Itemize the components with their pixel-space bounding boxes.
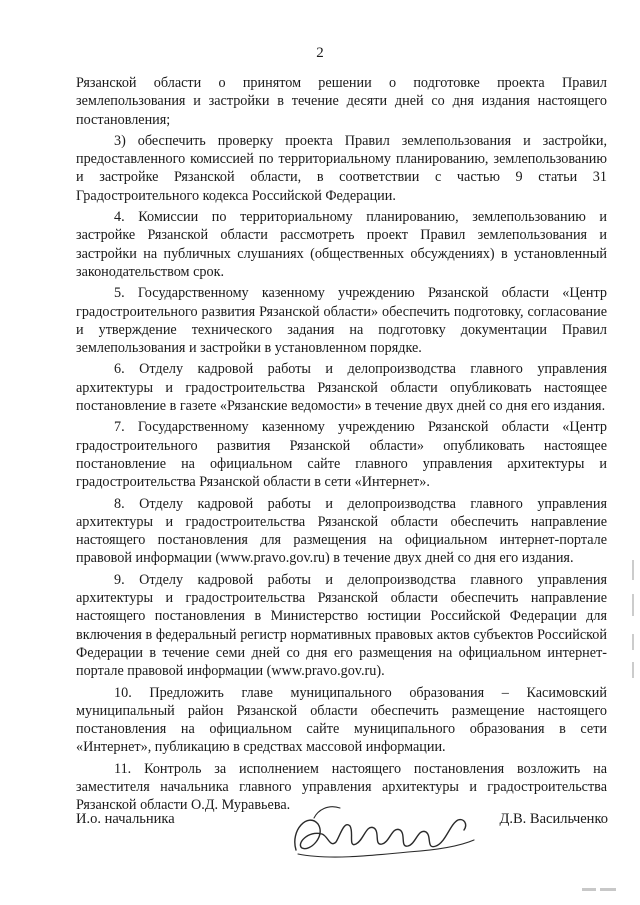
scan-artifact: [580, 885, 620, 895]
paragraph-item-4: 4. Комиссии по территориальному планированию, землепользованию и застройке Рязанской области рассмотреть проект Правил землепользования и застройки на публичных слушаниях (общественных обсуждениях) в установленный законодательством срок.: [76, 209, 607, 280]
paragraph-item-10: 10. Предложить главе муниципального образования – Касимовский муниципальный район Рязанской области обеспечить размещение настоящего постановления на официальном сайте муниципального образования в сети «Интернет», публикацию в средствах массовой информации.: [76, 684, 607, 756]
signatory-title: И.о. начальника: [76, 811, 175, 827]
paragraph-item-8: 8. Отделу кадровой работы и делопроизводства главного управления архитектуры и градостроительства Рязанской области обеспечить направление настоящего постановления для размещения на официальном интернет-портале правовой информации (www.pravo.gov.ru) в течение двух дней со дня его издания.: [76, 495, 607, 567]
paragraph-item-3: 3) обеспечить проверку проекта Правил землепользования и застройки, предоставленного комиссией по территориальному планированию, землепользованию и застройке Рязанской области, в соответствии с частью 9 статьи 31 Градостроительного кодекса Российской Федерации.: [76, 132, 607, 204]
handwritten-signature: [288, 790, 478, 870]
document-body: [76, 74, 607, 815]
page-number: 2: [316, 45, 324, 61]
paragraph-item-9: 9. Отделу кадровой работы и делопроизводства главного управления архитектуры и градостроительства Рязанской области обеспечить направление настоящего постановления в Министерство юстиции Российской Федерации для включения в федеральный регистр нормативных правовых актов субъектов Российской Федерации в течение семи дней со дня его размещения на официальном интернет-портале правовой информации (www.pravo.gov.ru).: [76, 571, 607, 680]
scan-margin-marks: [630, 560, 636, 680]
paragraph-item-5: 5. Государственному казенному учреждению Рязанской области «Центр градостроительного развития Рязанской области» обеспечить подготовку, согласование и утверждение технического задания на подготовку документации Правил землепользования и застройки в установленном порядке.: [76, 285, 607, 357]
signatory-name: Д.В. Васильченко: [499, 811, 608, 827]
paragraph-item-7: 7. Государственному казенному учреждению Рязанской области «Центр градостроительного развития Рязанской области» опубликовать настоящее постановление на официальном сайте главного управления архитектуры и градостроительства Рязанской области в сети «Интернет».: [76, 419, 607, 491]
paragraph-item-6: 6. Отделу кадровой работы и делопроизводства главного управления архитектуры и градостроительства Рязанской области опубликовать настоящее постановление в газете «Рязанские ведомости» в течение двух дней со дня его издания.: [76, 361, 607, 415]
paragraph-item-11: 11. Контроль за исполнением настоящего постановления возложить на заместителя начальника главного управления архитектуры и градостроительства Рязанской области О.Д. Муравьева.: [76, 760, 607, 814]
paragraph-continuation: Рязанской области о принятом решении о подготовке проекта Правил землепользования и застройки в течение десяти дней со дня издания настоящего постановления;: [76, 75, 607, 128]
